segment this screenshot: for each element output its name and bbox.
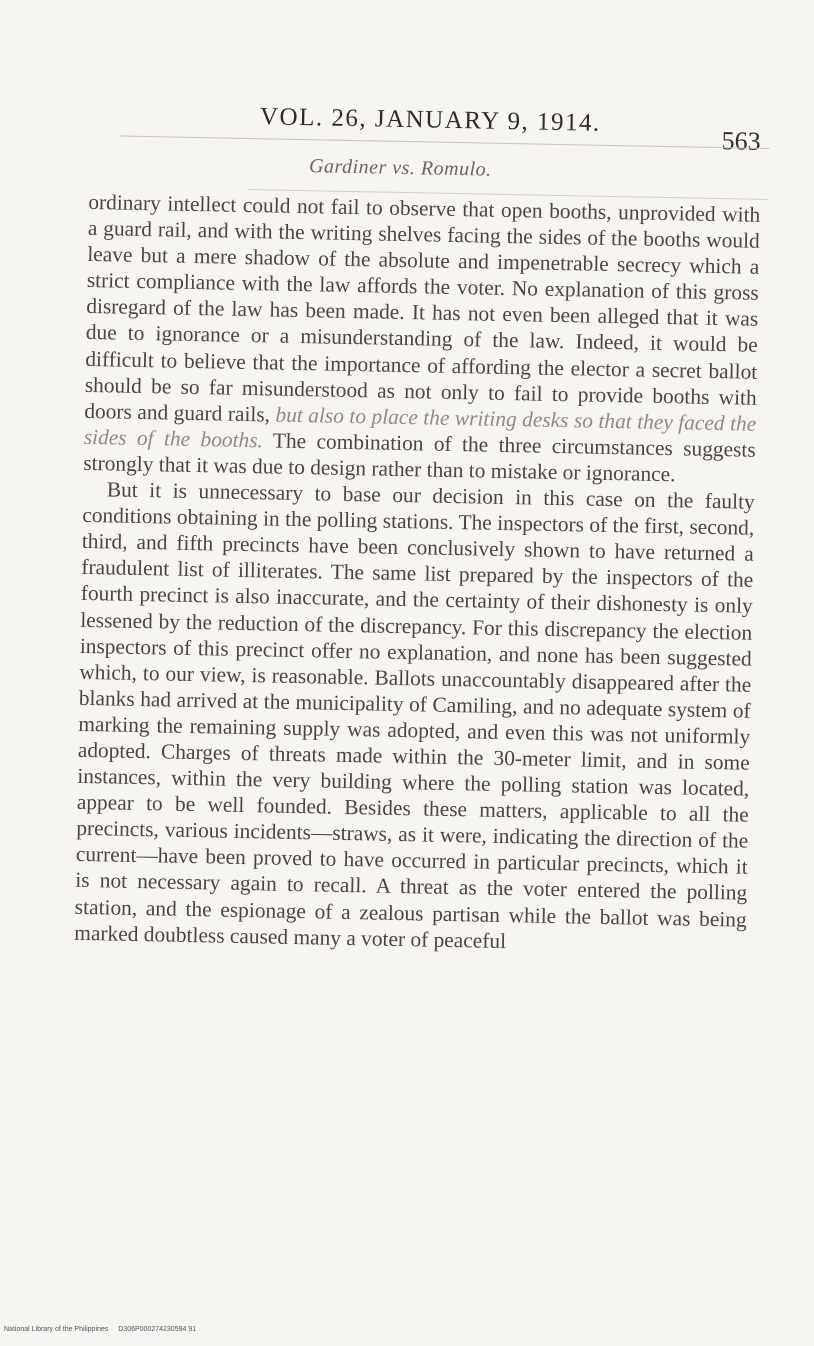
footer-source: National Library of the Philippines [4,1326,109,1333]
case-title: Gardiner vs. Romulo. [308,155,492,181]
footer-code: D306P000274230594 91 [118,1326,197,1333]
running-head: VOL. 26, JANUARY 9, 1914. [259,103,601,137]
body-text [74,189,760,958]
paragraph-1-italic: but also to place the writing desks so that they faced the sides of the booths. [83,402,757,453]
page-number: 563 [721,126,761,156]
paragraph-1-end: The combination of the three circumstances suggests strongly that it was due to design rather than to mistake or ignorance. [83,428,756,487]
paragraph-2: But it is unnecessary to base our decision in this case on the faulty conditions obtaining in the polling stations. The inspectors of the first, second, third, and fifth precincts have been conclusively shown to have returned a fraudulent list of illiterates. The same list prepared by the inspectors of the fourth precinct is also inaccurate, and the certainty of their dishonesty is only lessened by the reduction of the discrepancy. For this discrepancy the election inspectors of this precinct offer no explanation, and none has been suggested which, to our view, is reasonable. Ballots unaccountably disappeared after the blanks had arrived at the municipality of Camiling, and no adequate system of marking the remaining supply was adopted, and even this was not uniformly adopted. Charges of threats made within the 30-meter limit, and in some instances, within the very building where the polling station was located, appear to be well founded. Besides these matters, applicable to all the precincts, various incidents—straws, as it were, indicating the direction of the current—have been proved to have occurred in particular precincts, which it is not necessary again to recall. A threat as the voter entered the polling station, and the espionage of a zealous partisan while the ballot was being marked doubtless caused many a voter of peaceful [74,477,755,953]
paragraph-1 [83,189,760,489]
paragraph-1-start: ordinary intellect could not fail to observe that open booths, unprovided with a guard rail, and with the writing shelves facing the sides of the booths would leave but a mere shadow of the absolute and impenetrable secrecy which a strict compliance with the law affords the voter. No explanation of this gross disregard of the law has been made. It has not even been alleged that it was due to ignorance or a misunderstanding of the law. Indeed, it would be difficult to believe that the importance of affording the elector a secret ballot should be so far misunderstood as not only to fail to provide booths with doors and guard rails, [84,189,761,427]
header-rule [120,136,770,149]
footer-credit [4,1326,196,1333]
